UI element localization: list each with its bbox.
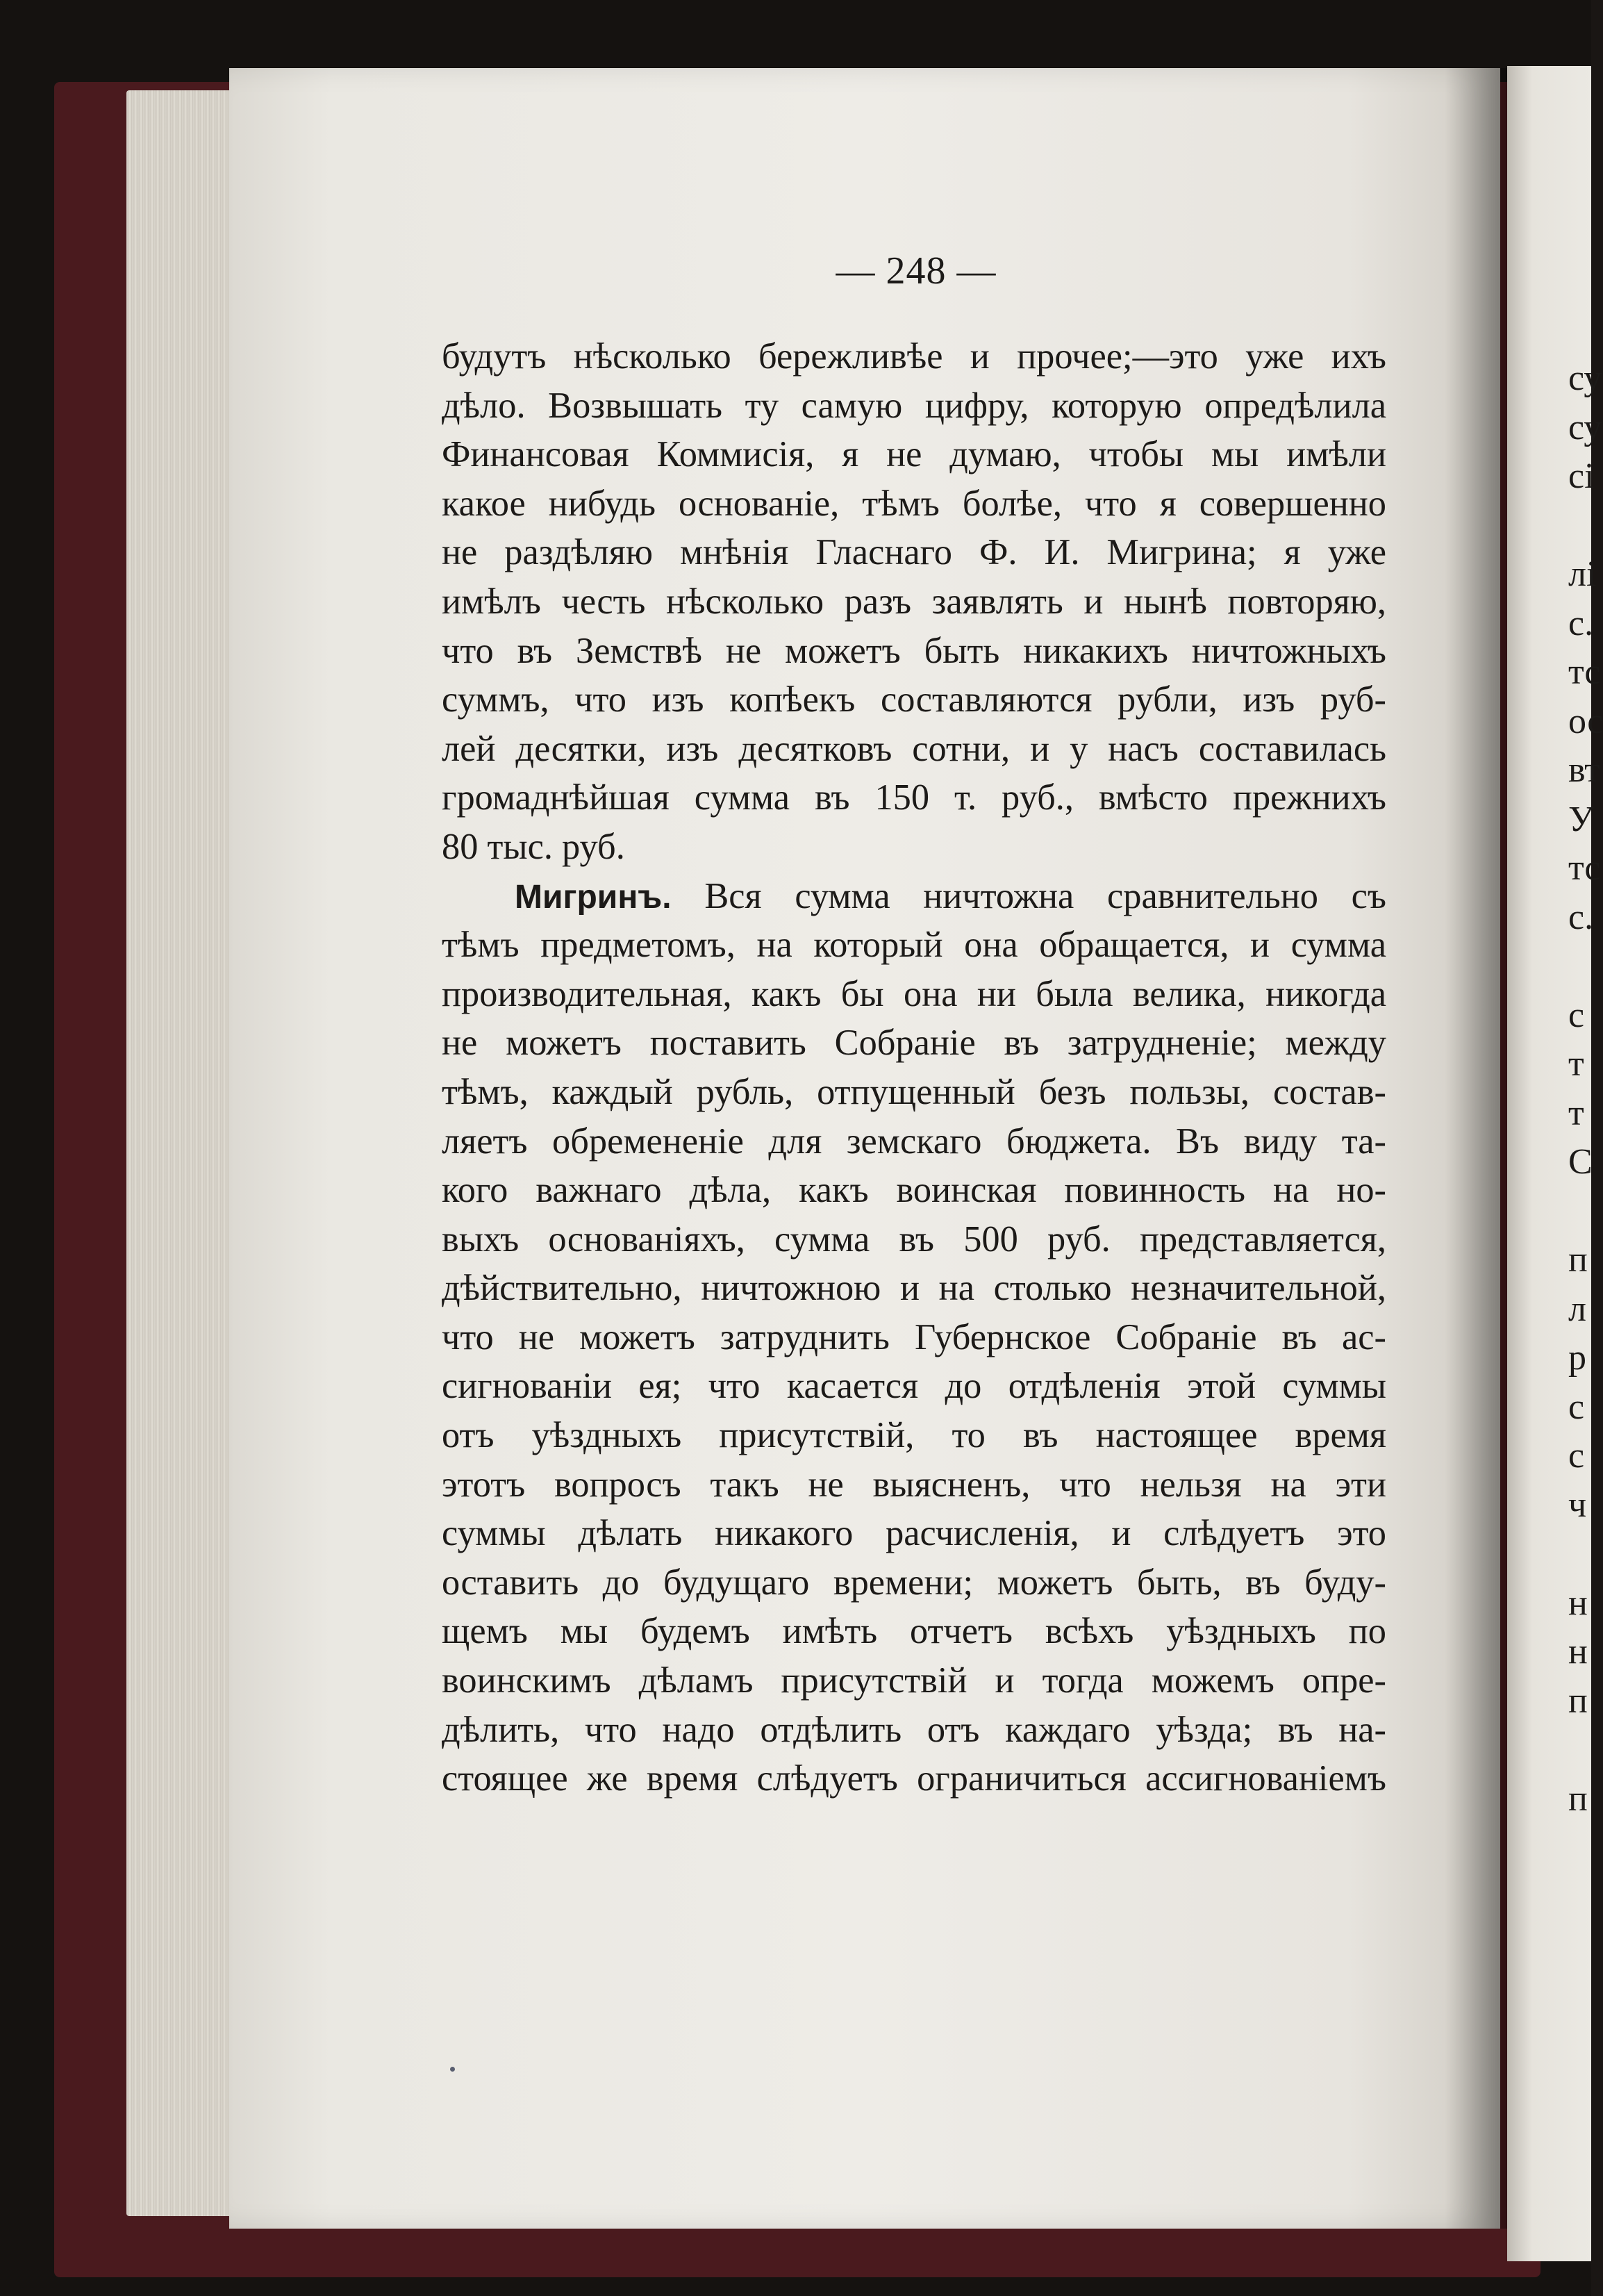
facing-fragment: ос — [1568, 701, 1603, 741]
facing-fragment: т — [1568, 1044, 1584, 1084]
text-line: отъ уѣздныхъ присутствій, то въ настоящее время — [442, 1415, 1386, 1456]
text-line: не можетъ поставить Собраніе въ затрудненіе; между — [442, 1023, 1386, 1064]
text-line: имѣлъ честь нѣсколько разъ заявлять и нынѣ повторяю, — [442, 581, 1386, 622]
text-line: суммы дѣлать никакого расчисленія, и слѣдуетъ это — [442, 1513, 1386, 1554]
facing-fragment: су — [1568, 407, 1602, 447]
facing-fragment: н — [1568, 1583, 1588, 1623]
facing-fragment — [1568, 942, 1596, 991]
text-line: Финансовая Коммисія, я не думаю, чтобы мы имѣли — [442, 434, 1386, 475]
text-line: тѣмъ, каждый рубль, отпущенный безъ пользы, состав- — [442, 1071, 1386, 1112]
facing-fragment: п — [1568, 1680, 1588, 1721]
text-line: лей десятки, изъ десятковъ сотни, и у насъ составилась — [442, 728, 1386, 769]
facing-fragment: лі — [1568, 554, 1597, 594]
gutter-shadow — [1445, 68, 1507, 2229]
speaker-name: Мигринъ. — [515, 878, 672, 916]
facing-fragment: сі — [1568, 456, 1595, 496]
page-number: — 248 — — [836, 249, 997, 292]
text-line: тѣмъ предметомъ, на который она обращается, и сумма — [442, 925, 1386, 966]
facing-fragment: с — [1568, 1387, 1585, 1427]
text-line: кого важнаго дѣла, какъ воинская повинность на но- — [442, 1170, 1386, 1211]
text-line: что не можетъ затруднить Губернское Собраніе въ ас- — [442, 1316, 1386, 1357]
facing-fragment: У — [1568, 799, 1594, 839]
text-line: ляетъ обремененіе для земскаго бюджета. Въ виду та- — [442, 1121, 1386, 1162]
facing-fragment: с — [1568, 995, 1585, 1035]
text-line: производительная, какъ бы она ни была велика, никогда — [442, 973, 1386, 1014]
facing-fragment: п — [1568, 1778, 1588, 1819]
page-edges — [126, 90, 244, 2216]
facing-fragment: тс — [1568, 652, 1601, 692]
text-line: что въ Земствѣ не можетъ быть никакихъ ничтожныхъ — [442, 630, 1386, 671]
text-line: этотъ вопросъ такъ не выясненъ, что нельзя на эти — [442, 1464, 1386, 1505]
text-line: громаднѣйшая сумма въ 150 т. руб., вмѣсто прежнихъ — [442, 777, 1386, 818]
text-line: щемъ мы будемъ имѣть отчетъ всѣхъ уѣздныхъ по — [442, 1611, 1386, 1652]
facing-page-text — [1568, 354, 1603, 1824]
text-line: дѣло. Возвышать ту самую цифру, которую опредѣлила — [442, 385, 1386, 426]
facing-fragment — [1568, 1187, 1596, 1237]
text-line: сигнованіи ея; что касается до отдѣленія этой суммы — [442, 1366, 1386, 1407]
text-line: 80 тыс. руб. — [442, 826, 625, 867]
text-line: будутъ нѣсколько бережливѣе и прочее;—это уже ихъ — [442, 336, 1386, 377]
facing-fragment: с. — [1568, 603, 1594, 643]
page-body — [442, 332, 1386, 1803]
facing-fragment: су — [1568, 358, 1602, 398]
facing-fragment — [1568, 502, 1596, 551]
facing-fragment: р — [1568, 1338, 1586, 1378]
facing-fragment: с. — [1568, 897, 1594, 937]
facing-fragment: С — [1568, 1142, 1593, 1182]
text-line: стоящее же время слѣдуетъ ограничиться ассигнованіемъ — [442, 1758, 1386, 1799]
speaker-line-text: Вся сумма ничтожна сравнительно съ — [704, 875, 1386, 916]
text-line: воинскимъ дѣламъ присутствій и тогда можемъ опре- — [442, 1660, 1386, 1701]
facing-fragment: н — [1568, 1632, 1588, 1671]
text-line: дѣлить, что надо отдѣлить отъ каждаго уѣзда; въ на- — [442, 1709, 1386, 1750]
facing-fragment — [1568, 1726, 1596, 1775]
text-line: суммъ, что изъ копѣекъ составляются рубли, изъ руб- — [442, 679, 1386, 720]
facing-fragment: п — [1568, 1240, 1588, 1280]
facing-fragment — [1568, 1530, 1596, 1579]
facing-fragment: т — [1568, 1093, 1584, 1133]
text-line: какое нибудь основаніе, тѣмъ болѣе, что я совершенно — [442, 483, 1386, 524]
facing-fragment: с — [1568, 1436, 1585, 1476]
text-line: дѣйствительно, ничтожною и на столько незначительной, — [442, 1268, 1386, 1309]
facing-fragment: ч — [1568, 1485, 1587, 1525]
facing-fragment: вт — [1568, 750, 1600, 790]
facing-fragment: л — [1568, 1289, 1586, 1329]
speaker-line — [442, 872, 1386, 921]
text-line: не раздѣляю мнѣнія Гласнаго Ф. И. Мигрина; я уже — [442, 532, 1386, 573]
paper-speck — [450, 2067, 455, 2072]
text-line: выхъ основаніяхъ, сумма въ 500 руб. представляется, — [442, 1219, 1386, 1260]
text-line: оставить до будущаго времени; можетъ быть, въ буду- — [442, 1562, 1386, 1603]
facing-fragment: тс — [1568, 848, 1601, 888]
